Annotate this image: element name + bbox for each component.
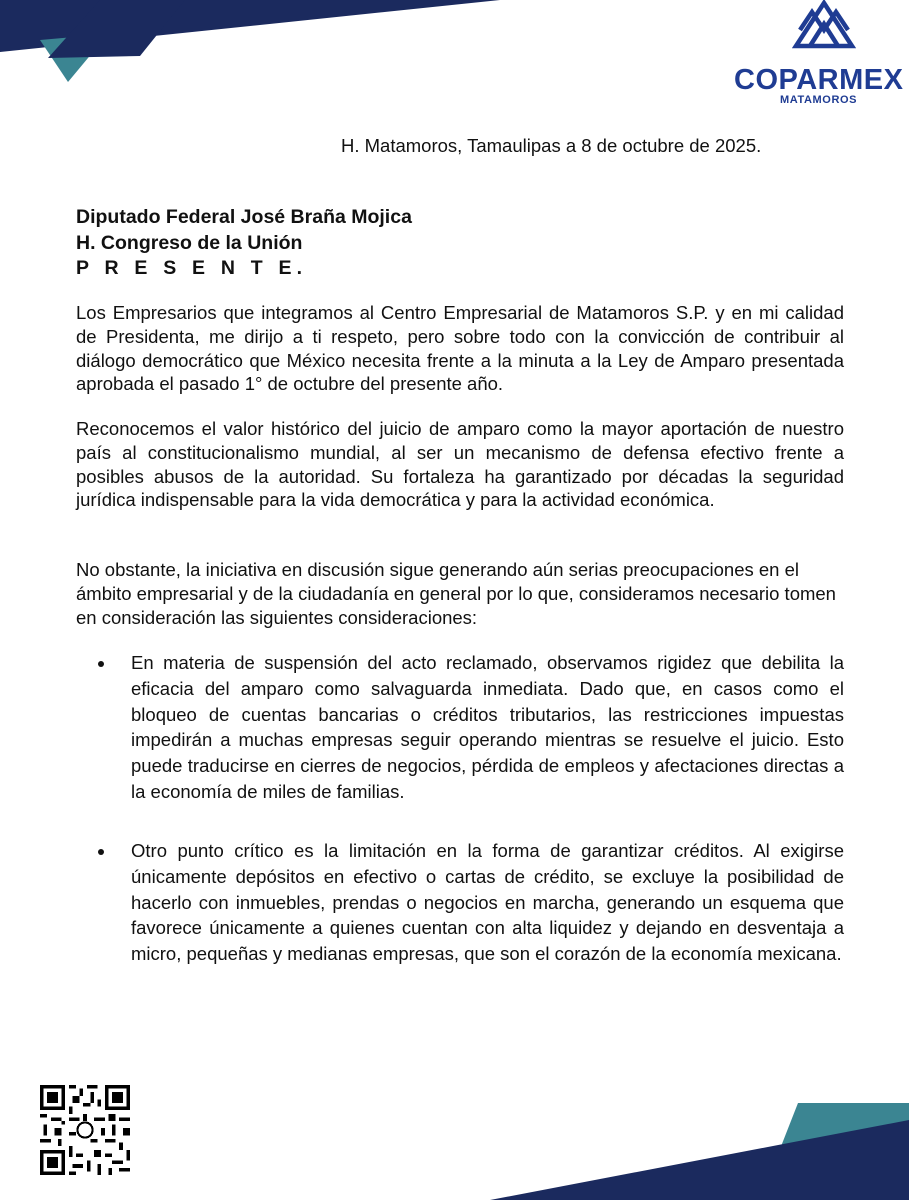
bullet-dot-icon: [98, 661, 104, 667]
bullet-dot-icon: [98, 849, 104, 855]
bottom-teal-stripe: [760, 1103, 909, 1200]
bullet-text: Otro punto crítico es la limitación en la forma de garantizar créditos. Al exigirse únicamente depósitos en efectivo o cartas de crédito, se excluye la posibilidad de hacerlo con inmuebles, prendas o negocios en marcha, generando un esquema que favorece únicamente a quienes cuentan con alta liquidez y dejando en desventaja a micro, pequeñas y medianas empresas, que son el corazón de la economía mexicana.: [131, 840, 844, 965]
list-item: [76, 838, 844, 967]
paragraph-concerns: No obstante, la iniciativa en discusión sigue generando aún serias preocupaciones en el ámbito empresarial y de la ciudadanía en general por lo que, consideramos necesario tomen en consideración las siguientes consideraciones:: [76, 559, 836, 628]
paragraph-intro: Los Empresarios que integramos al Centro Empresarial de Matamoros S.P. y en mi calidad de Presidenta, me dirijo a ti respeto, pero sobre todo con la convicción de contribuir al diálogo democrático que México necesita frente a la minuta a la Ley de Amparo presentada aprobada el pasado 1° de octubre del presente año.: [76, 302, 844, 395]
recipient-present: P R E S E N T E.: [76, 257, 308, 279]
logo-name: COPARMEX: [734, 64, 904, 96]
recipient-name: Diputado Federal José Braña Mojica: [76, 206, 412, 228]
coparmex-logo: [730, 0, 909, 110]
letter-date: H. Matamoros, Tamaulipas a 8 de octubre de 2025.: [341, 135, 762, 156]
bottom-navy-stripe: [490, 1120, 909, 1200]
recipient-block: [76, 205, 412, 282]
coparmex-logo-icon: [792, 0, 856, 50]
top-teal-stripe: [40, 34, 108, 82]
logo-subtitle: MATAMOROS: [780, 94, 858, 106]
top-navy-stripe: [0, 0, 500, 52]
top-navy-band: [48, 0, 185, 58]
bullet-text: En materia de suspensión del acto reclamado, observamos rigidez que debilita la eficacia del amparo como salvaguarda inmediata. Dado que, en casos como el bloqueo de cuentas bancarias o créditos tributarios, las restricciones impuestas impedirán a muchas empresas seguir operando mientras se resuelve el juicio. Esto puede traducirse en cierres de negocios, pérdida de empleos y afectaciones directas a la economía de miles de familias.: [131, 652, 844, 802]
paragraph-recognition: Reconocemos el valor histórico del juicio de amparo como la mayor aportación de nuestro país al constitucionalismo mundial, al ser un mecanismo de defensa efectivo frente a posibles abusos de la autoridad. Su fortaleza ha garantizado por décadas la seguridad jurídica indispensable para la vida democrática y para la actividad económica.: [76, 418, 844, 511]
recipient-institution: H. Congreso de la Unión: [76, 231, 303, 254]
bullet-list-1: [76, 650, 844, 805]
qr-code-icon: [40, 1085, 130, 1175]
bullet-list-2: [76, 838, 844, 967]
list-item: [76, 650, 844, 805]
